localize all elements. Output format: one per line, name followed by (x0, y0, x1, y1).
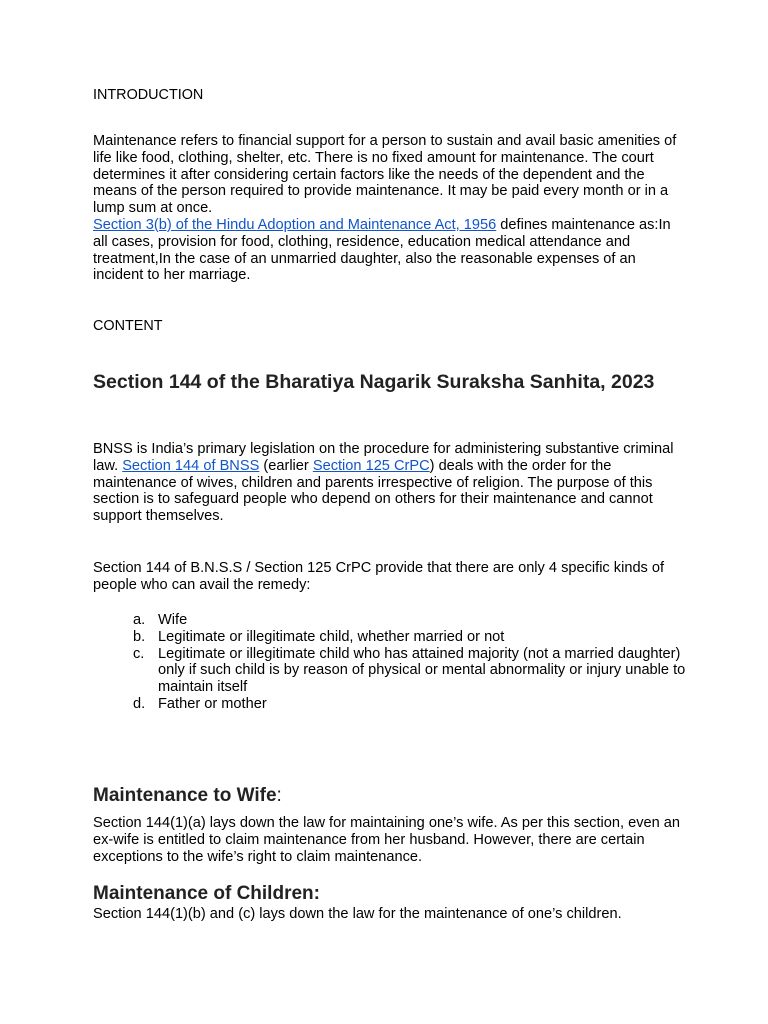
wife-paragraph: Section 144(1)(a) lays down the law for maintaining one’s wife. As per this section, even an ex-wife is entitled to claim maintenance from her husband. However, there are certain exceptions to the wife’s right to claim maintenance. (93, 815, 681, 865)
list-marker: b. (133, 628, 146, 645)
section-144-bnss-link[interactable]: Section 144 of BNSS (122, 457, 260, 474)
list-item-text: Wife (158, 612, 188, 628)
wife-heading-colon: : (276, 785, 282, 806)
list-item-text: Legitimate or illegitimate child, whether married or not (158, 628, 505, 645)
list-item-text: Father or mother (158, 695, 267, 712)
children-paragraph: Section 144(1)(b) and (c) lays down the law for the maintenance of one’s children. (93, 906, 622, 922)
introduction-heading: INTRODUCTION (93, 87, 204, 103)
list-marker: a. (133, 612, 146, 628)
eligible-persons-list (133, 612, 708, 713)
list-marker: d. (133, 695, 146, 712)
wife-heading-text: Maintenance to Wife (93, 785, 277, 806)
maintenance-definition-paragraph (93, 133, 683, 284)
list-item (133, 695, 708, 713)
hama-section-link[interactable]: Section 3(b) of the Hindu Adoption and Maintenance Act, 1956 (93, 216, 497, 233)
bnss-text-1: BNSS is India’s primary legislation on the procedure for administering substantive criminal law. (93, 441, 674, 474)
bnss-text-2: (earlier (259, 457, 313, 474)
section-125-crpc-link[interactable]: Section 125 CrPC (312, 457, 430, 474)
remedy-intro-paragraph: Section 144 of B.N.S.S / Section 125 CrPC provide that there are only 4 specific kinds of people who can avail the remedy: (93, 560, 665, 593)
bnss-text-3: ) deals with the order for the maintenance of wives, children and parents irrespective of religion. The purpose of this section is to safeguard people who depend on others for their maintenance and cannot support themselves. (93, 457, 653, 525)
bnss-paragraph (93, 441, 683, 525)
list-item (133, 612, 708, 629)
maintenance-of-children-heading: Maintenance of Children: (93, 883, 320, 904)
list-item (133, 645, 708, 696)
content-heading: CONTENT (93, 318, 163, 334)
list-marker: c. (133, 645, 145, 662)
section-144-title: Section 144 of the Bharatiya Nagarik Suraksha Sanhita, 2023 (93, 371, 655, 393)
definition-text: defines maintenance as:In all cases, provision for food, clothing, residence, education medical attendance and treatment,In the case of an unmarried daughter, also the reasonable expenses of an incident to her marriage. (93, 216, 671, 284)
maintenance-to-wife-heading (93, 785, 683, 807)
list-item (133, 628, 708, 646)
intro-paragraph-text: Maintenance refers to financial support for a person to sustain and avail basic amenities of life like food, clothing, shelter, etc. There is no fixed amount for maintenance. The court determines it after considering certain factors like the needs of the dependent and the means of the person required to provide maintenance. It may be paid every month or in a lump sum at once. (93, 133, 677, 217)
list-item-text: Legitimate or illegitimate child who has attained majority (not a married daughter) only if such child is by reason of physical or mental abnormality or injury unable to maintain itself (158, 645, 686, 696)
